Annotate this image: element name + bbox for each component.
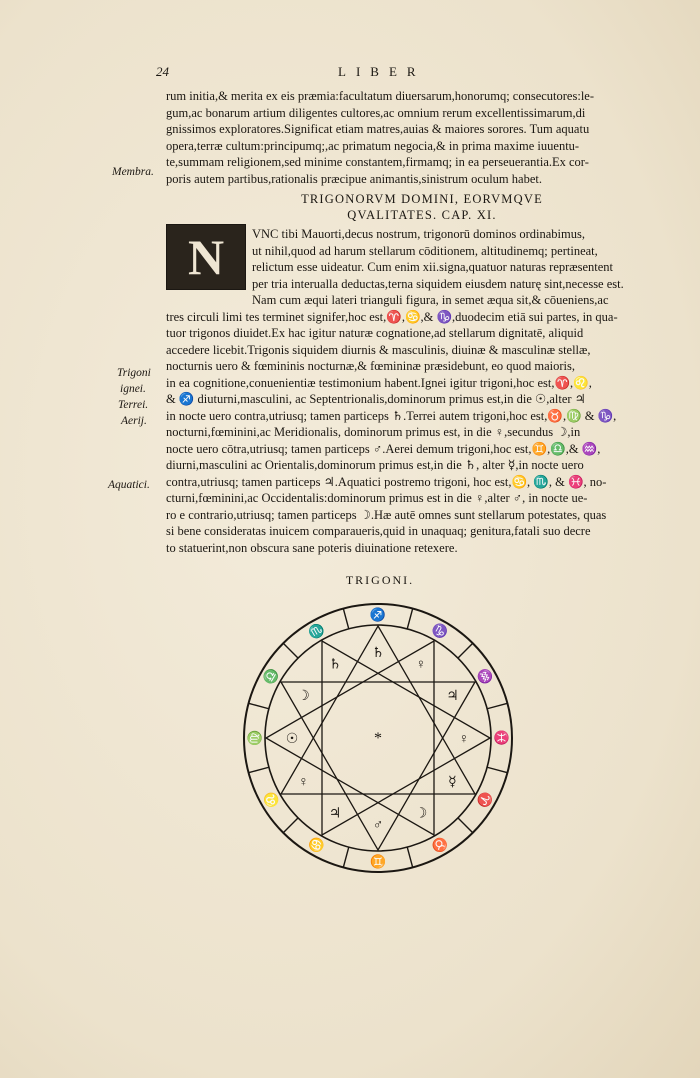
margin-note: Terrei. xyxy=(118,399,149,411)
zodiac-sign-icon: ♑ xyxy=(428,620,451,642)
text-line: ro e contrario,utriusq; tamen particeps ☽.Hæ autē omnes sunt stellarum potestates, quas xyxy=(166,507,607,522)
zodiac-sign-icon: ♈ xyxy=(474,788,496,811)
planet-icon: ♀ xyxy=(458,732,470,747)
planet-icon: ♃ xyxy=(328,806,342,822)
sign-divider xyxy=(343,847,348,867)
text-line: nocturni,fœminini,ac Meridionalis, dominorum primus est, in die ♀,secundus ☽,in xyxy=(166,425,581,439)
text-line: opera,terræ cultum:principumq;,ac primatum negocia,& in prima maxime iuuentu- xyxy=(166,138,580,153)
text-line: in ea cognitione,conuenientiæ testimonium habent.Ignei igitur trigoni,hoc est,♈,♌, xyxy=(166,375,592,390)
zodiac-sign-icon: ♋ xyxy=(305,834,328,856)
sign-divider xyxy=(249,767,269,772)
zodiac-sign-icon: ♊ xyxy=(369,854,387,869)
planet-icon: ♀ xyxy=(415,657,427,673)
zodiac-sign-icon: ♍ xyxy=(247,729,262,747)
text-line: nocte uero cōtra,utriusq; tamen particeps ♂.Aerei demum trigoni,hoc est,♊,♎,& ♒, xyxy=(166,441,601,456)
text-line: Nam cum æqui lateri trianguli figura, in semet æqua sit,& cōueniens,ac xyxy=(252,293,609,307)
center-star-icon: * xyxy=(374,730,382,747)
text-line: in nocte uero contra,utriusq; tamen particeps ♄.Terrei autem trigoni,hoc est,♉,♍ & ♑, xyxy=(166,408,617,423)
text-line: rum initia,& merita ex eis præmia:facultatum diuersarum,honorumq; consecutores:le- xyxy=(166,89,595,103)
sign-divider xyxy=(458,818,473,833)
text-line: cturni,fœminini,ac Occidentalis:dominorum primus est in die ♀,alter ♂, in nocte ue- xyxy=(166,491,588,505)
text-line: diurni,masculini ac Orientalis,dominorum primus est,in die ♄, alter ☿,in nocte uero xyxy=(166,458,584,472)
planet-icon: ♂ xyxy=(372,818,384,833)
zodiac-sign-icon: ♎ xyxy=(260,665,282,688)
text-line: accedere licebit.Trigonis siquidem diurnis & masculinis, diuinæ & masculinæ stellæ, xyxy=(166,342,591,357)
zodiac-sign-icon: ♒ xyxy=(474,665,496,688)
text-line: per tria interualla deductas,terna siquidem eiusdem naturę sint,necesse est. xyxy=(252,276,624,291)
planet-icon: ♃ xyxy=(446,689,459,704)
figure-title: TRIGONI. xyxy=(345,573,415,587)
planet-icon: ☽ xyxy=(297,689,310,704)
planet-icon: ♄ xyxy=(371,646,385,661)
sign-divider xyxy=(458,643,473,658)
zodiac-sign-icon: ♓ xyxy=(494,729,509,747)
text-line: contra,utriusq; tamen particeps ♃.Aquatici postremo trigoni, hoc est,♋, ♏, & ♓, no- xyxy=(166,474,607,489)
text-line: to statuerint,non obscura sane poteris diuinatione retexere. xyxy=(166,540,458,555)
planet-icon: ♀ xyxy=(298,775,309,790)
sign-divider xyxy=(249,703,269,708)
text-line: tuor trigonos diuidet.Ex hac igitur naturæ cognatione,ad stellarum dignitatē, aliquid xyxy=(166,326,584,340)
text-line: gum,ac bonarum artium diligentes cultores,ac omnium rerum excellentissimarum,di xyxy=(166,105,586,120)
margin-note: Membra. xyxy=(112,166,154,178)
planet-icon: ☽ xyxy=(414,806,428,822)
zodiac-sign-icon: ♌ xyxy=(260,788,282,811)
text-line: gnissimos exploratores.Significat etiam matres,auias & maiores sorores. Tum aquatu xyxy=(166,122,590,137)
text-line: & ♐ diuturni,masculini, ac Septentrionalis,dominorum primus est,in die ☉,alter ♃ xyxy=(166,392,586,406)
margin-note: Trigoni xyxy=(117,367,151,379)
chapter-heading-line1: TRIGONORVM DOMINI, EORVMQVE xyxy=(301,192,543,206)
sign-divider xyxy=(283,643,298,658)
zodiac-sign-icon: ♏ xyxy=(305,620,328,642)
text-line: nocturnis uero & fœmininis nocturnæ,& fœmininæ præsidebunt, eo quod maioris, xyxy=(166,359,575,373)
sign-divider xyxy=(487,767,507,772)
margin-note: ignei. xyxy=(120,383,146,395)
text-line: si bene consideratas inuicem comparaueris,quid in unaquaq; genitura,fatali suo decre xyxy=(166,524,591,538)
opening-paragraph xyxy=(166,88,678,188)
planet-icon: ☿ xyxy=(448,775,457,790)
chapter-heading-line2: QVALITATES. CAP. XI. xyxy=(347,208,497,222)
planet-icon: ♄ xyxy=(328,657,342,673)
text-line: relictum esse uideatur. Cum enim xii.signa,quatuor naturas repræsentent xyxy=(252,260,614,274)
margin-note: Aquatici. xyxy=(108,479,150,491)
sign-divider xyxy=(407,847,412,867)
chapter-body xyxy=(166,226,678,556)
text-line: te,summam religionem,sed minime constantem,firmamq; in ea perseuerantia.Ex cor- xyxy=(166,155,589,170)
sign-divider xyxy=(283,818,298,833)
sign-divider xyxy=(487,703,507,708)
text-line: ut nihil,quod ad harum stellarum cōditionem, altitudinemq; pertineat, xyxy=(252,243,598,258)
initial-letter: N xyxy=(187,229,225,285)
sign-divider xyxy=(407,609,412,629)
page-number: 24 xyxy=(156,64,169,79)
planet-icon: ☉ xyxy=(285,732,299,747)
zodiac-sign-icon: ♐ xyxy=(369,607,387,622)
running-head: LIBER xyxy=(338,64,426,79)
trigon-diagram xyxy=(240,600,516,876)
text-line: tres circuli limi tes terminet signifer,hoc est,♈,♋,& ♑,duodecim etiā sui partes, in qua- xyxy=(166,309,618,324)
text-line: poris autem partibus,rationalis præcipue animantis,sinistrum oculum habet. xyxy=(166,171,542,186)
sign-divider xyxy=(343,609,348,629)
zodiac-sign-icon: ♉ xyxy=(428,834,451,856)
margin-note: Aerij. xyxy=(121,415,147,427)
text-line: VNC tibi Mauorti,decus nostrum, trigonorū dominos ordinabimus, xyxy=(252,227,585,241)
